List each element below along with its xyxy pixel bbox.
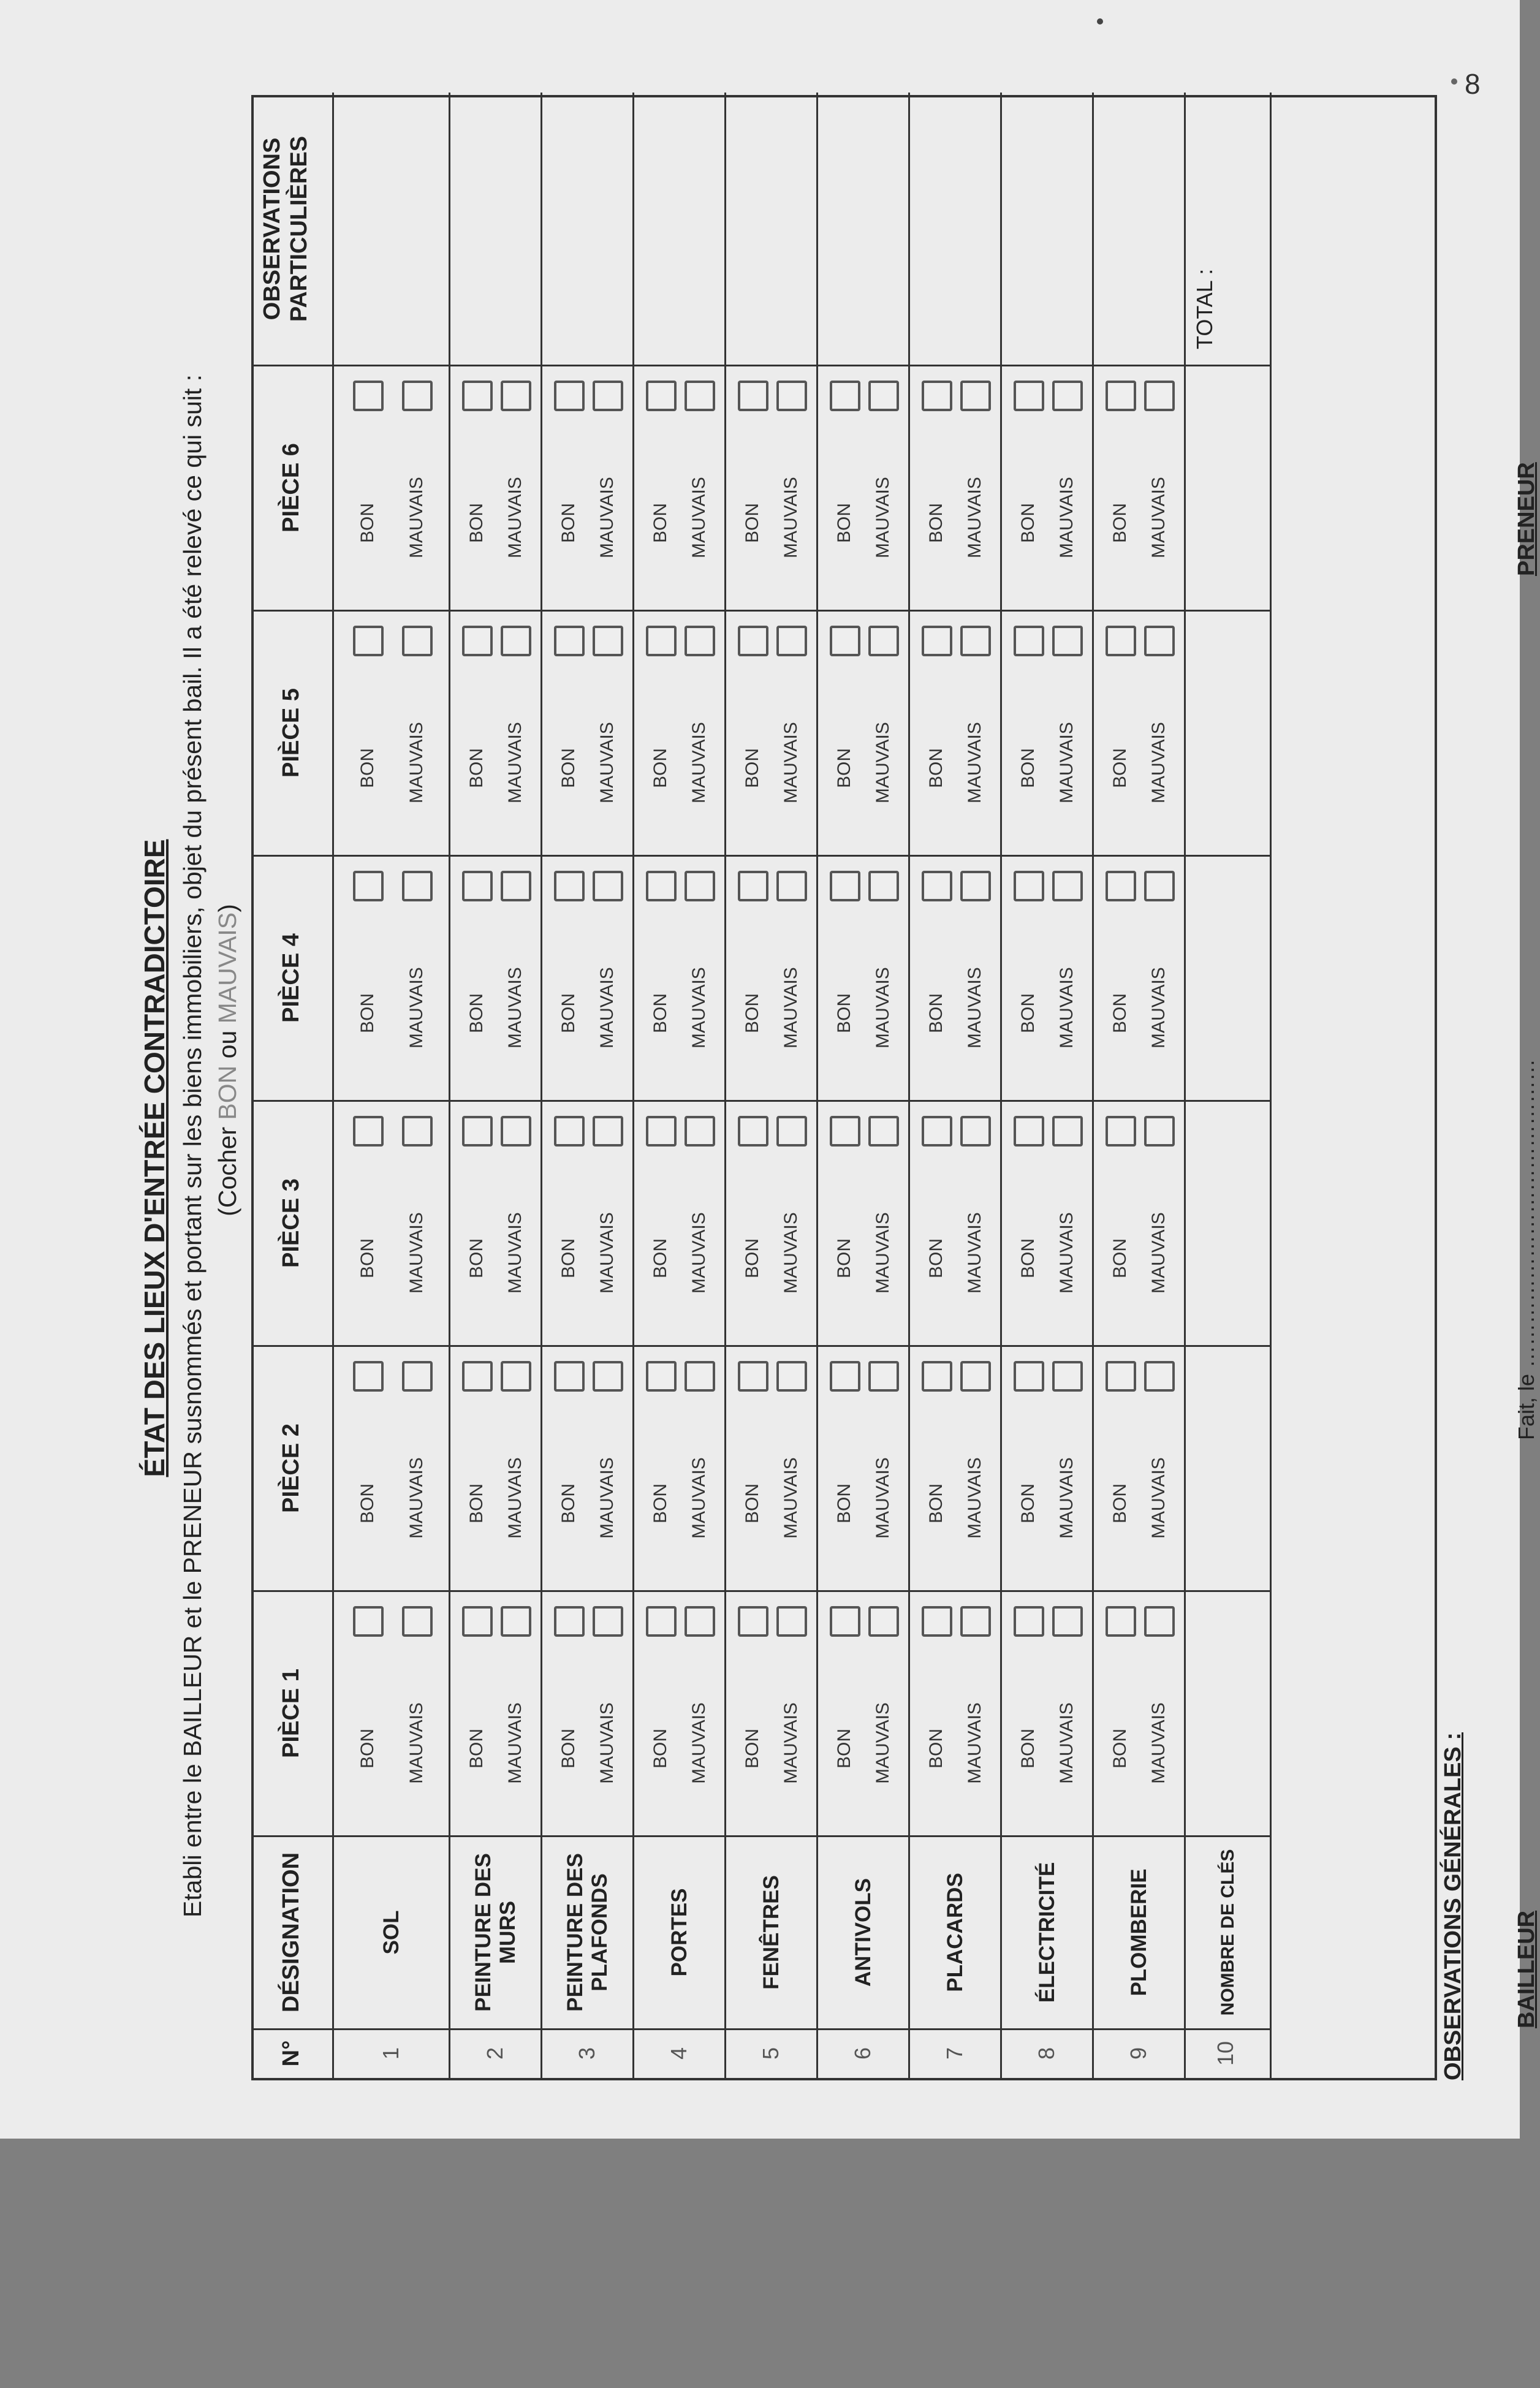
option-mauvais-label: MAUVAIS <box>597 1457 617 1539</box>
checkbox-mauvais[interactable] <box>501 1361 531 1392</box>
option-mauvais-label: MAUVAIS <box>1148 967 1169 1048</box>
option-mauvais-label: MAUVAIS <box>689 1457 709 1539</box>
checkbox-bon[interactable] <box>1014 871 1044 901</box>
checkbox-mauvais[interactable] <box>776 1116 807 1147</box>
checkbox-bon[interactable] <box>353 1361 384 1392</box>
option-mauvais-label: MAUVAIS <box>873 1457 893 1539</box>
option-bon-label: BON <box>834 1728 854 1768</box>
option-bon-label: BON <box>742 748 762 788</box>
row-divider <box>632 93 634 2078</box>
option-bon-label: BON <box>650 1238 670 1278</box>
checkbox-bon[interactable] <box>830 381 860 411</box>
option-bon-label: BON <box>834 993 854 1033</box>
checkbox-mauvais[interactable] <box>1144 381 1175 411</box>
option-bon-label: BON <box>650 1483 670 1523</box>
checkbox-bon[interactable] <box>462 1361 493 1392</box>
option-mauvais-label: MAUVAIS <box>505 722 525 803</box>
checkbox-mauvais[interactable] <box>1144 871 1175 901</box>
checkbox-mauvais[interactable] <box>960 626 991 656</box>
checkbox-mauvais[interactable] <box>868 1606 899 1637</box>
option-bon-label: BON <box>834 502 854 543</box>
option-bon-label: BON <box>466 993 487 1033</box>
cocher-prefix: (Cocher <box>213 1120 241 1216</box>
row-number: 9 <box>1126 2047 1151 2060</box>
row-divider <box>1000 93 1002 2078</box>
inventory-table <box>251 95 1437 2080</box>
option-bon-label: BON <box>558 1483 578 1523</box>
option-bon-label: BON <box>650 1728 670 1768</box>
checkbox-mauvais[interactable] <box>1144 1361 1175 1392</box>
option-mauvais-label: MAUVAIS <box>873 967 893 1048</box>
checkbox-bon[interactable] <box>922 626 952 656</box>
option-bon-label: BON <box>1110 1728 1130 1768</box>
checkbox-bon[interactable] <box>353 871 384 901</box>
checkbox-mauvais[interactable] <box>960 1361 991 1392</box>
checkbox-mauvais[interactable] <box>685 1361 715 1392</box>
row-number: 10 <box>1213 2041 1238 2066</box>
option-bon-label: BON <box>926 1238 946 1278</box>
checkbox-mauvais[interactable] <box>1052 1361 1083 1392</box>
option-mauvais-label: MAUVAIS <box>1056 722 1077 803</box>
option-mauvais-label: MAUVAIS <box>406 1702 427 1784</box>
row-divider <box>724 93 726 2078</box>
checkbox-bon[interactable] <box>554 1361 585 1392</box>
option-bon-label: BON <box>1018 993 1038 1033</box>
option-mauvais-label: MAUVAIS <box>873 1702 893 1784</box>
option-bon-label: BON <box>558 1238 578 1278</box>
option-mauvais-label: MAUVAIS <box>1148 1702 1169 1784</box>
option-bon-label: BON <box>1110 1483 1130 1523</box>
row-designation: PLACARDS <box>943 1873 967 1992</box>
option-bon-label: BON <box>650 748 670 788</box>
row-number: 2 <box>482 2047 507 2060</box>
checkbox-bon[interactable] <box>554 1606 585 1637</box>
row-designation: PLOMBERIE <box>1127 1868 1151 1996</box>
page-number: 8 <box>1465 68 1481 100</box>
option-bon-label: BON <box>742 1483 762 1523</box>
option-bon-label: BON <box>926 1728 946 1768</box>
row-divider <box>332 93 334 2078</box>
option-mauvais-label: MAUVAIS <box>965 1212 985 1294</box>
option-mauvais-label: MAUVAIS <box>781 1212 801 1294</box>
checkbox-mauvais[interactable] <box>593 626 623 656</box>
option-mauvais-label: MAUVAIS <box>965 722 985 803</box>
option-bon-label: BON <box>1110 1238 1130 1278</box>
option-bon-label: BON <box>357 1238 377 1278</box>
checkbox-bon[interactable] <box>646 1361 677 1392</box>
option-mauvais-label: MAUVAIS <box>1056 967 1077 1048</box>
checkbox-bon[interactable] <box>646 1606 677 1637</box>
option-bon-label: BON <box>926 748 946 788</box>
form-title: ÉTAT DES LIEUX D'ENTRÉE CONTRADICTOIRE <box>138 839 170 1477</box>
checkbox-bon[interactable] <box>646 626 677 656</box>
option-bon-label: BON <box>357 993 377 1033</box>
checkbox-mauvais[interactable] <box>501 1116 531 1147</box>
option-bon-label: BON <box>742 1238 762 1278</box>
option-bon-label: BON <box>558 748 578 788</box>
checkbox-bon[interactable] <box>1014 626 1044 656</box>
checkbox-bon[interactable] <box>1014 1361 1044 1392</box>
option-bon-label: BON <box>650 993 670 1033</box>
checkbox-mauvais[interactable] <box>960 1606 991 1637</box>
checkbox-mauvais[interactable] <box>685 871 715 901</box>
row-number: 1 <box>378 2047 403 2060</box>
checkbox-mauvais[interactable] <box>776 381 807 411</box>
header-room: PIÈCE 5 <box>278 688 304 778</box>
option-bon-label: BON <box>1018 502 1038 543</box>
header-room: PIÈCE 1 <box>278 1669 304 1758</box>
option-mauvais-label: MAUVAIS <box>1056 1457 1077 1539</box>
checkbox-bon[interactable] <box>922 1116 952 1147</box>
checkbox-bon[interactable] <box>1014 381 1044 411</box>
checkbox-mauvais[interactable] <box>1144 1606 1175 1637</box>
option-mauvais-label: MAUVAIS <box>781 967 801 1048</box>
option-bon-label: BON <box>742 993 762 1033</box>
checkbox-bon[interactable] <box>830 871 860 901</box>
checkbox-bon[interactable] <box>462 1606 493 1637</box>
checkbox-mauvais[interactable] <box>960 871 991 901</box>
option-bon-label: BON <box>926 1483 946 1523</box>
checkbox-bon[interactable] <box>462 871 493 901</box>
row-designation: FENÊTRES <box>759 1875 783 1990</box>
checkbox-bon[interactable] <box>922 381 952 411</box>
checkbox-mauvais[interactable] <box>776 871 807 901</box>
checkbox-mauvais[interactable] <box>685 626 715 656</box>
column-divider <box>254 1345 1271 1347</box>
column-divider <box>254 610 1271 612</box>
option-mauvais-label: MAUVAIS <box>406 1212 427 1294</box>
option-mauvais-label: MAUVAIS <box>505 1702 525 1784</box>
option-bon-label: BON <box>834 1483 854 1523</box>
row-designation: SOL <box>379 1910 403 1955</box>
option-bon-label: BON <box>1018 1483 1038 1523</box>
column-divider <box>254 855 1271 857</box>
checkbox-mauvais[interactable] <box>501 1606 531 1637</box>
checkbox-mauvais[interactable] <box>868 1116 899 1147</box>
cocher-bon: BON <box>213 1065 241 1120</box>
checkbox-bon[interactable] <box>830 1361 860 1392</box>
option-bon-label: BON <box>1110 502 1130 543</box>
checkbox-mauvais[interactable] <box>868 381 899 411</box>
general-observations-label: OBSERVATIONS GÉNÉRALES : <box>1440 1732 1466 2080</box>
checkbox-bon[interactable] <box>646 381 677 411</box>
row-divider <box>908 93 910 2078</box>
checkbox-mauvais[interactable] <box>776 626 807 656</box>
header-room: PIÈCE 3 <box>278 1178 304 1268</box>
row-divider <box>449 93 450 2078</box>
checkbox-mauvais[interactable] <box>960 381 991 411</box>
checkbox-mauvais[interactable] <box>593 1606 623 1637</box>
checkbox-mauvais[interactable] <box>776 1361 807 1392</box>
option-mauvais-label: MAUVAIS <box>965 1457 985 1539</box>
date-field[interactable]: Fait, le …………………………………… <box>1514 1058 1539 1440</box>
checkbox-mauvais[interactable] <box>402 626 433 656</box>
option-mauvais-label: MAUVAIS <box>781 722 801 803</box>
option-mauvais-label: MAUVAIS <box>965 477 985 558</box>
option-bon-label: BON <box>1018 1728 1038 1768</box>
checkbox-bon[interactable] <box>462 381 493 411</box>
row-number: 4 <box>666 2047 691 2060</box>
row-designation: ÉLECTRICITÉ <box>1035 1862 1059 2003</box>
option-mauvais-label: MAUVAIS <box>406 1457 427 1539</box>
checkbox-bon[interactable] <box>554 626 585 656</box>
option-mauvais-label: MAUVAIS <box>505 1457 525 1539</box>
option-bon-label: BON <box>357 1483 377 1523</box>
option-mauvais-label: MAUVAIS <box>781 1457 801 1539</box>
checkbox-bon[interactable] <box>1106 1361 1136 1392</box>
instruction-text <box>213 876 242 1244</box>
row-designation: PORTES <box>667 1888 691 1977</box>
column-divider <box>254 365 1271 366</box>
checkbox-mauvais[interactable] <box>402 381 433 411</box>
option-mauvais-label: MAUVAIS <box>406 722 427 803</box>
row-number: 6 <box>850 2047 875 2060</box>
header-number: N° <box>278 2040 304 2067</box>
option-bon-label: BON <box>558 993 578 1033</box>
checkbox-bon[interactable] <box>1106 871 1136 901</box>
option-bon-label: BON <box>1018 748 1038 788</box>
column-divider <box>254 1590 1271 1592</box>
checkbox-mauvais[interactable] <box>868 626 899 656</box>
tenant-label: PRENEUR <box>1514 462 1539 576</box>
checkbox-mauvais[interactable] <box>501 871 531 901</box>
option-bon-label: BON <box>834 1238 854 1278</box>
row-number: 5 <box>758 2047 783 2060</box>
option-bon-label: BON <box>742 502 762 543</box>
checkbox-mauvais[interactable] <box>1052 626 1083 656</box>
checkbox-mauvais[interactable] <box>1144 1116 1175 1147</box>
header-observations: OBSERVATIONS PARTICULIÈRES <box>259 135 312 322</box>
option-bon-label: BON <box>558 502 578 543</box>
row-number: 7 <box>942 2047 967 2060</box>
option-mauvais-label: MAUVAIS <box>406 477 427 558</box>
option-mauvais-label: MAUVAIS <box>597 1212 617 1294</box>
option-mauvais-label: MAUVAIS <box>597 967 617 1048</box>
checkbox-bon[interactable] <box>922 1606 952 1637</box>
option-mauvais-label: MAUVAIS <box>689 1702 709 1784</box>
keys-designation: NOMBRE DE CLÉS <box>1218 1849 1238 2016</box>
option-mauvais-label: MAUVAIS <box>1148 477 1169 558</box>
checkbox-bon[interactable] <box>1106 381 1136 411</box>
option-mauvais-label: MAUVAIS <box>505 477 525 558</box>
option-mauvais-label: MAUVAIS <box>689 967 709 1048</box>
option-bon-label: BON <box>926 502 946 543</box>
option-mauvais-label: MAUVAIS <box>1148 1457 1169 1539</box>
cocher-mauvais: MAUVAIS <box>213 912 241 1024</box>
checkbox-mauvais[interactable] <box>402 1606 433 1637</box>
option-bon-label: BON <box>558 1728 578 1768</box>
column-divider <box>254 1835 1271 1837</box>
checkbox-mauvais[interactable] <box>1052 1606 1083 1637</box>
checkbox-mauvais[interactable] <box>402 1361 433 1392</box>
option-mauvais-label: MAUVAIS <box>781 477 801 558</box>
row-designation: PEINTURE DES PLAFONDS <box>563 1853 612 2012</box>
checkbox-bon[interactable] <box>738 1361 768 1392</box>
option-mauvais-label: MAUVAIS <box>873 722 893 803</box>
checkbox-mauvais[interactable] <box>593 381 623 411</box>
row-designation: ANTIVOLS <box>851 1878 875 1987</box>
checkbox-mauvais[interactable] <box>685 1606 715 1637</box>
checkbox-bon[interactable] <box>554 1116 585 1147</box>
checkbox-mauvais[interactable] <box>776 1606 807 1637</box>
checkbox-bon[interactable] <box>830 626 860 656</box>
checkbox-mauvais[interactable] <box>1052 381 1083 411</box>
checkbox-bon[interactable] <box>1014 1606 1044 1637</box>
option-bon-label: BON <box>466 1483 487 1523</box>
checkbox-bon[interactable] <box>738 381 768 411</box>
option-bon-label: BON <box>1110 993 1130 1033</box>
checkbox-bon[interactable] <box>353 626 384 656</box>
checkbox-mauvais[interactable] <box>501 626 531 656</box>
checkbox-mauvais[interactable] <box>593 1116 623 1147</box>
checkbox-mauvais[interactable] <box>593 1361 623 1392</box>
row-divider <box>1184 93 1186 2078</box>
checkbox-bon[interactable] <box>738 1606 768 1637</box>
option-bon-label: BON <box>926 993 946 1033</box>
option-bon-label: BON <box>466 748 487 788</box>
row-divider <box>1270 93 1272 2078</box>
option-mauvais-label: MAUVAIS <box>1056 477 1077 558</box>
header-room: PIÈCE 4 <box>278 933 304 1023</box>
checkbox-bon[interactable] <box>1106 1116 1136 1147</box>
row-divider <box>816 93 818 2078</box>
checkbox-mauvais[interactable] <box>868 1361 899 1392</box>
option-mauvais-label: MAUVAIS <box>597 1702 617 1784</box>
checkbox-bon[interactable] <box>1106 1606 1136 1637</box>
option-bon-label: BON <box>357 748 377 788</box>
checkbox-bon[interactable] <box>922 1361 952 1392</box>
row-number: 8 <box>1034 2047 1059 2060</box>
option-mauvais-label: MAUVAIS <box>781 1702 801 1784</box>
checkbox-mauvais[interactable] <box>685 1116 715 1147</box>
checkbox-mauvais[interactable] <box>402 1116 433 1147</box>
option-mauvais-label: MAUVAIS <box>689 1212 709 1294</box>
option-bon-label: BON <box>650 502 670 543</box>
option-bon-label: BON <box>1110 748 1130 788</box>
landlord-label: BAILLEUR <box>1514 1910 1539 2028</box>
cocher-suffix: ) <box>213 904 241 912</box>
option-mauvais-label: MAUVAIS <box>1056 1212 1077 1294</box>
option-mauvais-label: MAUVAIS <box>965 1702 985 1784</box>
option-mauvais-label: MAUVAIS <box>965 967 985 1048</box>
option-mauvais-label: MAUVAIS <box>689 477 709 558</box>
row-divider <box>541 93 542 2078</box>
option-bon-label: BON <box>357 1728 377 1768</box>
option-mauvais-label: MAUVAIS <box>873 477 893 558</box>
option-mauvais-label: MAUVAIS <box>505 967 525 1048</box>
row-number: 3 <box>574 2047 599 2060</box>
checkbox-bon[interactable] <box>462 626 493 656</box>
option-mauvais-label: MAUVAIS <box>505 1212 525 1294</box>
checkbox-bon[interactable] <box>830 1606 860 1637</box>
checkbox-bon[interactable] <box>922 871 952 901</box>
checkbox-mauvais[interactable] <box>685 381 715 411</box>
checkbox-bon[interactable] <box>830 1116 860 1147</box>
checkbox-bon[interactable] <box>353 1606 384 1637</box>
option-mauvais-label: MAUVAIS <box>597 477 617 558</box>
intro-text: Etabli entre le BAILLEUR et le PRENEUR susnommés et portant sur les biens immobiliers, objet du présent bail. Il a été relevé ce qui suit : <box>178 374 207 1918</box>
checkbox-bon[interactable] <box>554 381 585 411</box>
checkbox-bon[interactable] <box>738 871 768 901</box>
option-mauvais-label: MAUVAIS <box>1148 722 1169 803</box>
checkbox-bon[interactable] <box>646 1116 677 1147</box>
header-room: PIÈCE 2 <box>278 1423 304 1513</box>
checkbox-mauvais[interactable] <box>1052 1116 1083 1147</box>
row-designation: PEINTURE DES MURS <box>471 1853 520 2012</box>
option-bon-label: BON <box>466 1238 487 1278</box>
checkbox-bon[interactable] <box>554 871 585 901</box>
checkbox-bon[interactable] <box>462 1116 493 1147</box>
header-room: PIÈCE 6 <box>278 443 304 533</box>
option-bon-label: BON <box>466 502 487 543</box>
checkbox-bon[interactable] <box>738 1116 768 1147</box>
checkbox-mauvais[interactable] <box>868 871 899 901</box>
checkbox-mauvais[interactable] <box>501 381 531 411</box>
checkbox-mauvais[interactable] <box>593 871 623 901</box>
row-divider <box>1092 93 1094 2078</box>
option-mauvais-label: MAUVAIS <box>597 722 617 803</box>
checkbox-mauvais[interactable] <box>402 871 433 901</box>
option-mauvais-label: MAUVAIS <box>406 967 427 1048</box>
checkbox-bon[interactable] <box>353 381 384 411</box>
option-bon-label: BON <box>834 748 854 788</box>
option-mauvais-label: MAUVAIS <box>1056 1702 1077 1784</box>
column-divider <box>254 1100 1271 1102</box>
checkbox-bon[interactable] <box>1106 626 1136 656</box>
header-designation: DÉSIGNATION <box>278 1852 304 2013</box>
option-mauvais-label: MAUVAIS <box>873 1212 893 1294</box>
total-label: TOTAL : <box>1192 268 1217 349</box>
option-bon-label: BON <box>357 502 377 543</box>
cocher-ou: ou <box>213 1023 241 1066</box>
option-mauvais-label: MAUVAIS <box>1148 1212 1169 1294</box>
checkbox-bon[interactable] <box>1014 1116 1044 1147</box>
checkbox-mauvais[interactable] <box>1144 626 1175 656</box>
option-bon-label: BON <box>742 1728 762 1768</box>
checkbox-bon[interactable] <box>353 1116 384 1147</box>
checkbox-mauvais[interactable] <box>960 1116 991 1147</box>
checkbox-bon[interactable] <box>646 871 677 901</box>
checkbox-bon[interactable] <box>738 626 768 656</box>
option-bon-label: BON <box>1018 1238 1038 1278</box>
checkbox-mauvais[interactable] <box>1052 871 1083 901</box>
option-bon-label: BON <box>466 1728 487 1768</box>
option-mauvais-label: MAUVAIS <box>689 722 709 803</box>
